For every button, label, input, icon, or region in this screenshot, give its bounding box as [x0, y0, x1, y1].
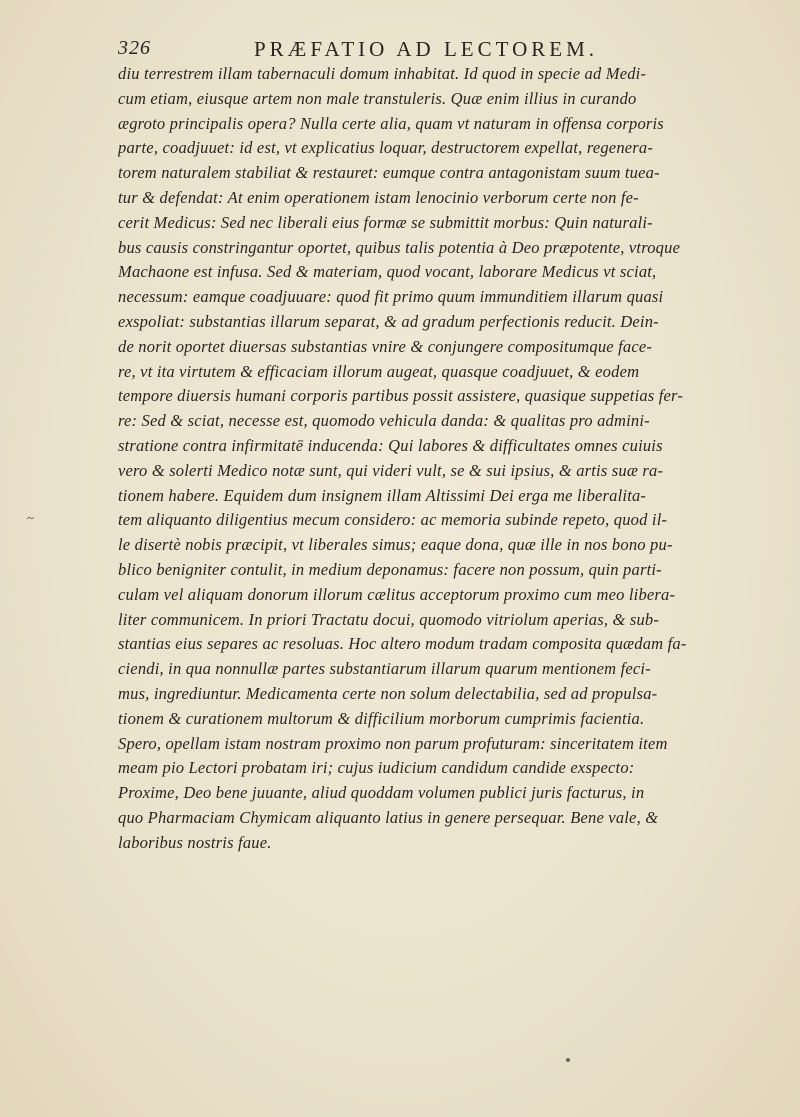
text-line: tionem habere. Equidem dum insignem illam Altissimi Dei erga me liberalita-	[118, 485, 647, 505]
body-text	[118, 62, 758, 856]
text-line: de norit oportet diuersas substantias vnire & conjungere compositumque face-	[118, 336, 653, 356]
text-line: exspoliat: substantias illarum separat, & ad gradum perfectionis reducit. Dein-	[118, 311, 659, 331]
text-line: culam vel aliquam donorum illorum cælitus acceptorum proximo cum meo libera-	[118, 584, 676, 604]
text-line: torem naturalem stabiliat & restauret: eumque contra antagonistam suum tuea-	[118, 163, 660, 183]
text-line: Proxime, Deo bene juuante, aliud quoddam volumen publici juris facturus, in	[118, 783, 645, 803]
text-line: tem aliquanto diligentius mecum considero: ac memoria subinde repeto, quod il-	[118, 510, 668, 530]
text-line: cerit Medicus: Sed nec liberali eius formæ se submittit morbus: Quin naturali-	[118, 212, 653, 232]
text-line: quo Pharmaciam Chymicam aliquanto latius in genere persequar. Bene vale, &	[118, 807, 659, 827]
text-line: tionem & curationem multorum & difficilium morborum cumprimis facientia.	[118, 708, 645, 728]
text-line: blico benigniter contulit, in medium deponamus: facere non possum, quin parti-	[118, 559, 662, 579]
text-line: Machaone est infusa. Sed & materiam, quod vocant, laborare Medicus vt sciat,	[118, 262, 657, 282]
text-line: stantias eius separes ac resoluas. Hoc altero modum tradam composita quædam fa-	[118, 634, 687, 654]
text-line: tempore diuersis humani corporis partibus possit assistere, quasique suppetias fer-	[118, 386, 684, 406]
margin-mark: ~	[27, 510, 35, 525]
text-line: Spero, opellam istam nostram proximo non parum profuturam: sinceritatem item	[118, 733, 668, 753]
text-line: cum etiam, eiusque artem non male transtuleris. Quæ enim illius in curando	[118, 88, 637, 108]
text-line: re: Sed & sciat, necesse est, quomodo vehicula danda: & qualitas pro admini-	[118, 411, 650, 431]
text-line: tur & defendat: At enim operationem istam lenocinio verborum certe non fe-	[118, 187, 639, 207]
text-line: meam pio Lectori probatam iri; cujus iudicium candidum candide exspecto:	[118, 758, 635, 778]
text-line: bus causis constringantur oportet, quibus talis potentia à Deo præpotente, vtroque	[118, 237, 681, 257]
text-line: mus, ingrediuntur. Medicamenta certe non solum delectabilia, sed ad propulsa-	[118, 683, 658, 703]
text-line: re, vt ita virtutem & efficaciam illorum augeat, quasque coadjuuet, & eodem	[118, 361, 640, 381]
text-line: laboribus nostris faue.	[118, 832, 272, 852]
text-line: le disertè nobis præcipit, vt liberales simus; eaque dona, quæ ille in nos bono pu-	[118, 535, 673, 555]
text-line: ægroto principalis opera? Nulla certe alia, quam vt naturam in offensa corporis	[118, 113, 664, 133]
text-line: stratione contra infirmitatē inducenda: Qui labores & difficultates omnes cuiuis	[118, 435, 663, 455]
text-line: diu terrestrem illam tabernaculi domum inhabitat. Id quod in specie ad Medi-	[118, 64, 647, 83]
text-line: parte, coadjuuet: id est, vt explicatius loquar, destructorem expellat, regenera-	[118, 138, 654, 158]
paper-speck	[566, 1058, 570, 1062]
text-line: necessum: eamque coadjuuare: quod fit primo quum immunditiem illarum quasi	[118, 287, 664, 307]
running-head: PRÆFATIO AD LECTOREM.	[254, 37, 599, 61]
text-line: ciendi, in qua nonnullæ partes substantiarum illarum quarum mentionem feci-	[118, 659, 651, 679]
page-number: 326	[118, 37, 151, 59]
text-line: liter communicem. In priori Tractatu docui, quomodo vitriolum aperias, & sub-	[118, 609, 660, 629]
text-line: vero & solerti Medico notæ sunt, qui videri vult, se & sui ipsius, & artis suæ ra-	[118, 460, 664, 480]
